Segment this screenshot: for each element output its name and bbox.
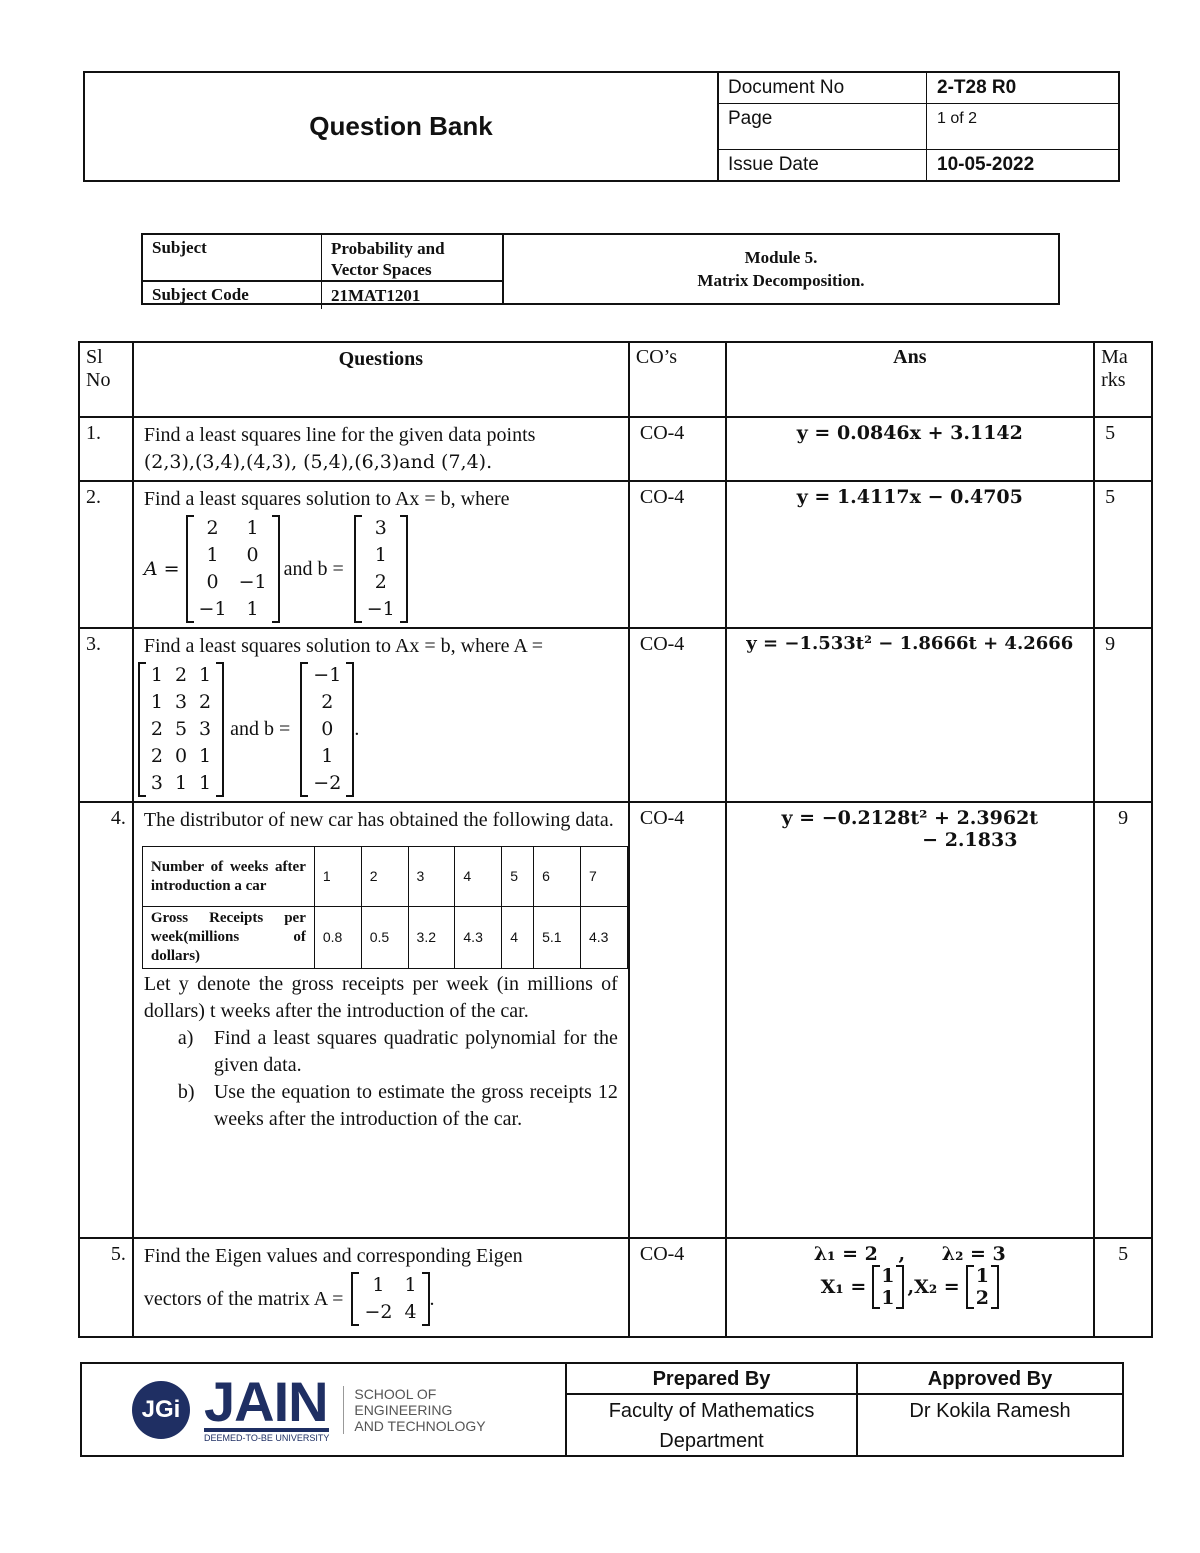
matrix-entry: 2 [150,718,163,740]
q4-part-b [178,1079,618,1133]
q4-receipts-cell: 4.3 [580,907,627,969]
q4-receipts-cell: 5.1 [534,907,581,969]
q2-marks: 5 [1094,481,1152,628]
q4-weeks-cell: 7 [580,847,627,907]
q4-part-b-text: Use the equation to estimate the gross receipts 12 weeks after the introduction of the car. [213,1081,618,1130]
matrix-entry: 2 [199,691,212,713]
matrix-entry: 1 [881,1287,895,1309]
matrix-entry: −2 [313,772,342,794]
matrix-entry: −1 [238,571,267,593]
school-line-2: ENGINEERING [354,1401,453,1418]
matrix-entry: 0 [174,745,188,767]
prepared-by [567,1364,858,1455]
matrix-entry: 2 [321,691,334,713]
prepared-line-1: Faculty of Mathematics [608,1400,815,1422]
matrix-entry: 1 [174,772,188,794]
q4-receipts-row [142,907,627,969]
approved-by-label: Approved By [858,1364,1122,1395]
q1-answer: y = 0.0846x + 3.1142 [726,417,1095,481]
matrix-entry: 1 [372,1274,385,1296]
module-line-2: Matrix Decomposition. [697,271,865,290]
q2-co: CO-4 [629,481,726,628]
matrix-entry: 5 [174,718,188,740]
subject-line-1: Probability and [331,239,445,258]
page-row [719,104,1118,150]
matrix-entry: 2 [374,571,387,593]
q4-weeks-cell: 6 [534,847,581,907]
q4-co: CO-4 [629,802,726,1238]
q4-marks: 9 [1094,802,1152,1238]
q2-matrix-a [186,515,280,623]
matrix-entry: 2 [150,745,163,767]
matrix-entry: 1 [404,1274,417,1296]
q5-co: CO-4 [629,1238,726,1337]
q3-text: Find a least squares solution to Ax = b, where A = [143,635,544,657]
matrix-entry: −2 [364,1301,393,1323]
header-questions: Questions [133,342,629,417]
issue-date-row [719,150,1118,180]
matrix-entry: 1 [150,691,163,713]
matrix-entry: 1 [199,745,212,767]
matrix-entry: 1 [374,544,387,566]
q2-answer: y = 1.4117x − 0.4705 [726,481,1095,628]
subject-line-2: Vector Spaces [331,260,432,279]
approved-by-value: Dr Kokila Ramesh [909,1400,1071,1422]
q3-dot: . [354,718,360,740]
q4-question [133,802,629,1238]
table-row [79,481,1152,628]
page-title: Question Bank [85,73,719,180]
document-header [83,71,1120,182]
matrix-entry: 2 [206,517,219,539]
doc-no-label: Document No [719,73,927,103]
q2-question [133,481,629,628]
matrix-entry: 1 [246,517,259,539]
school-name [343,1386,485,1434]
prepared-line-2: Department [659,1430,764,1452]
subject-row [143,235,502,282]
jgi-logo-mark: JGi [132,1381,190,1439]
q3-vector-b [300,662,354,797]
subject-code-value: 21MAT1201 [331,286,421,305]
q1-sl: 1. [79,417,133,481]
subject-label: Subject [143,235,322,280]
q3-sl: 3. [79,628,133,802]
q1-text-2: (2,3),(3,4),(4,3), (5,4),(6,3)and (7,4). [143,451,493,473]
document-meta [719,73,1118,180]
q5-matrix-line [144,1272,618,1326]
matrix-entry: 3 [374,517,387,539]
q5-x2-label: ,X₂ = [907,1276,960,1298]
header-sl-line-2: No [86,369,111,391]
prepared-by-label: Prepared By [567,1364,856,1395]
q4-intro: The distributor of new car has obtained the following data. [143,809,614,831]
q3-matrices [144,662,618,797]
q1-co: CO-4 [629,417,726,481]
matrix-entry: 3 [199,718,212,740]
q1-question [133,417,629,481]
q4-weeks-cell: 3 [408,847,455,907]
q1-text-1: Find a least squares line for the given data points [143,424,536,446]
q5-eigenvalues [735,1243,1086,1265]
q5-answer [726,1238,1095,1337]
matrix-entry: 1 [150,664,163,686]
matrix-entry: 0 [321,718,334,740]
issue-date-value: 10-05-2022 [937,154,1035,175]
subject-box [141,233,1060,305]
doc-no-value: 2-T28 R0 [937,77,1017,98]
matrix-entry: 3 [150,772,163,794]
q4-weeks-row [142,847,627,907]
q4-answer-line-1: y = −0.2128t² + 2.3962t [781,807,1039,829]
issue-date-label: Issue Date [719,150,927,180]
q5-lambda-2: λ₂ = 3 [941,1243,1006,1265]
matrix-entry: 1 [975,1265,989,1287]
approved-by [858,1364,1122,1455]
doc-no-row [719,73,1118,104]
q4-answer-line-2: − 2.1833 [922,829,1018,851]
matrix-entry: −1 [313,664,342,686]
table-header-row [79,342,1152,417]
q4-receipts-cell: 0.5 [361,907,408,969]
matrix-entry: 0 [246,544,259,566]
q3-and-b: and b = [230,718,291,740]
school-line-1: SCHOOL OF [354,1385,437,1402]
table-row [79,417,1152,481]
page-value: 1 of 2 [937,110,978,127]
q2-sl: 2. [79,481,133,628]
q3-marks: 9 [1094,628,1152,802]
matrix-entry: 1 [246,598,259,620]
matrix-entry: −1 [198,598,227,620]
jain-word: JAIN [204,1370,328,1433]
q2-text: Find a least squares solution to Ax = b, where [143,488,510,510]
matrix-entry: 2 [174,664,188,686]
q5-eigenvectors [735,1265,1086,1309]
q5-text-1: Find the Eigen values and corresponding Eigen [143,1245,523,1267]
q4-part-a [178,1025,618,1079]
jain-tagline: DEEMED-TO-BE UNIVERSITY [204,1428,329,1443]
q5-x1-label: X₁ = [820,1276,867,1298]
table-row [79,802,1152,1238]
page-label: Page [719,104,927,149]
header-cos: CO’s [629,342,726,417]
q4-weeks-cell: 4 [455,847,502,907]
subject-info [143,235,504,303]
q3-question [133,628,629,802]
q3-matrix-a [138,662,224,797]
q4-sub-questions [178,1025,618,1133]
q1-marks: 5 [1094,417,1152,481]
matrix-entry: 1 [199,772,212,794]
matrix-entry: 1 [199,664,212,686]
q4-receipts-cell: 3.2 [408,907,455,969]
matrix-entry: 2 [975,1287,989,1309]
q5-sl: 5. [79,1238,133,1337]
matrix-entry: 1 [206,544,219,566]
q5-matrix-a [351,1272,429,1326]
q5-marks: 5 [1094,1238,1152,1337]
q4-weeks-cell: 1 [314,847,361,907]
matrix-entry: 1 [321,745,334,767]
q4-receipts-cell: 4.3 [455,907,502,969]
subject-code-label: Subject Code [143,282,322,309]
question-table [78,341,1153,1338]
table-row [79,1238,1152,1337]
module-title [504,235,1058,303]
q4-data-table [142,846,628,969]
q4-receipts-cell: 0.8 [314,907,361,969]
q3-co: CO-4 [629,628,726,802]
q4-paragraph: Let y denote the gross receipts per week (in millions of dollars) t weeks after the introduction of the car. [143,973,618,1022]
q5-dot: . [429,1287,435,1310]
q4-part-b-letter: b) [177,1081,195,1103]
q4-weeks-label: Number of weeks after introduction a car [142,847,314,907]
matrix-entry: 3 [174,691,188,713]
q4-receipts-cell: 4 [502,907,534,969]
matrix-entry: 0 [206,571,219,593]
header-sl-no [79,342,133,417]
q2-matrices [144,515,618,623]
jain-wordmark [204,1370,330,1443]
q4-part-a-letter: a) [177,1027,194,1049]
module-line-1: Module 5. [744,248,818,267]
subject-value [322,235,502,280]
university-logo [82,1364,567,1455]
table-row [79,628,1152,802]
header-marks-line-2: rks [1101,369,1126,391]
q4-sl: 4. [79,802,133,1238]
q4-receipts-label: Gross Receipts per week(millions of dollars) [142,907,314,969]
document-footer [80,1362,1124,1457]
q2-and-b: and b = [283,557,344,580]
matrix-entry: −1 [366,598,395,620]
q2-a-label: A = [143,557,180,580]
q4-part-a-text: Find a least squares quadratic polynomial for the given data. [213,1027,618,1076]
q4-answer [726,802,1095,1238]
prepared-by-value [567,1395,856,1456]
matrix-entry: 4 [404,1301,417,1323]
header-marks-line-1: Ma [1101,346,1128,368]
q5-x2-vector [966,1265,999,1309]
subject-code-row [143,282,502,309]
q5-lambda-1: λ₁ = 2 [813,1243,878,1265]
q5-question [133,1238,629,1337]
header-marks [1094,342,1152,417]
q4-weeks-cell: 5 [502,847,534,907]
q4-weeks-cell: 2 [361,847,408,907]
q3-answer: y = −1.533t² − 1.8666t + 4.2666 [726,628,1095,802]
header-sl-line-1: Sl [86,346,103,368]
q5-separator: , [898,1243,906,1265]
q2-vector-b [354,515,408,623]
school-line-3: AND TECHNOLOGY [354,1417,486,1434]
matrix-entry: 1 [881,1265,895,1287]
q5-x1-vector [872,1265,903,1309]
header-ans: Ans [726,342,1095,417]
q5-text-2: vectors of the matrix A = [143,1287,344,1310]
